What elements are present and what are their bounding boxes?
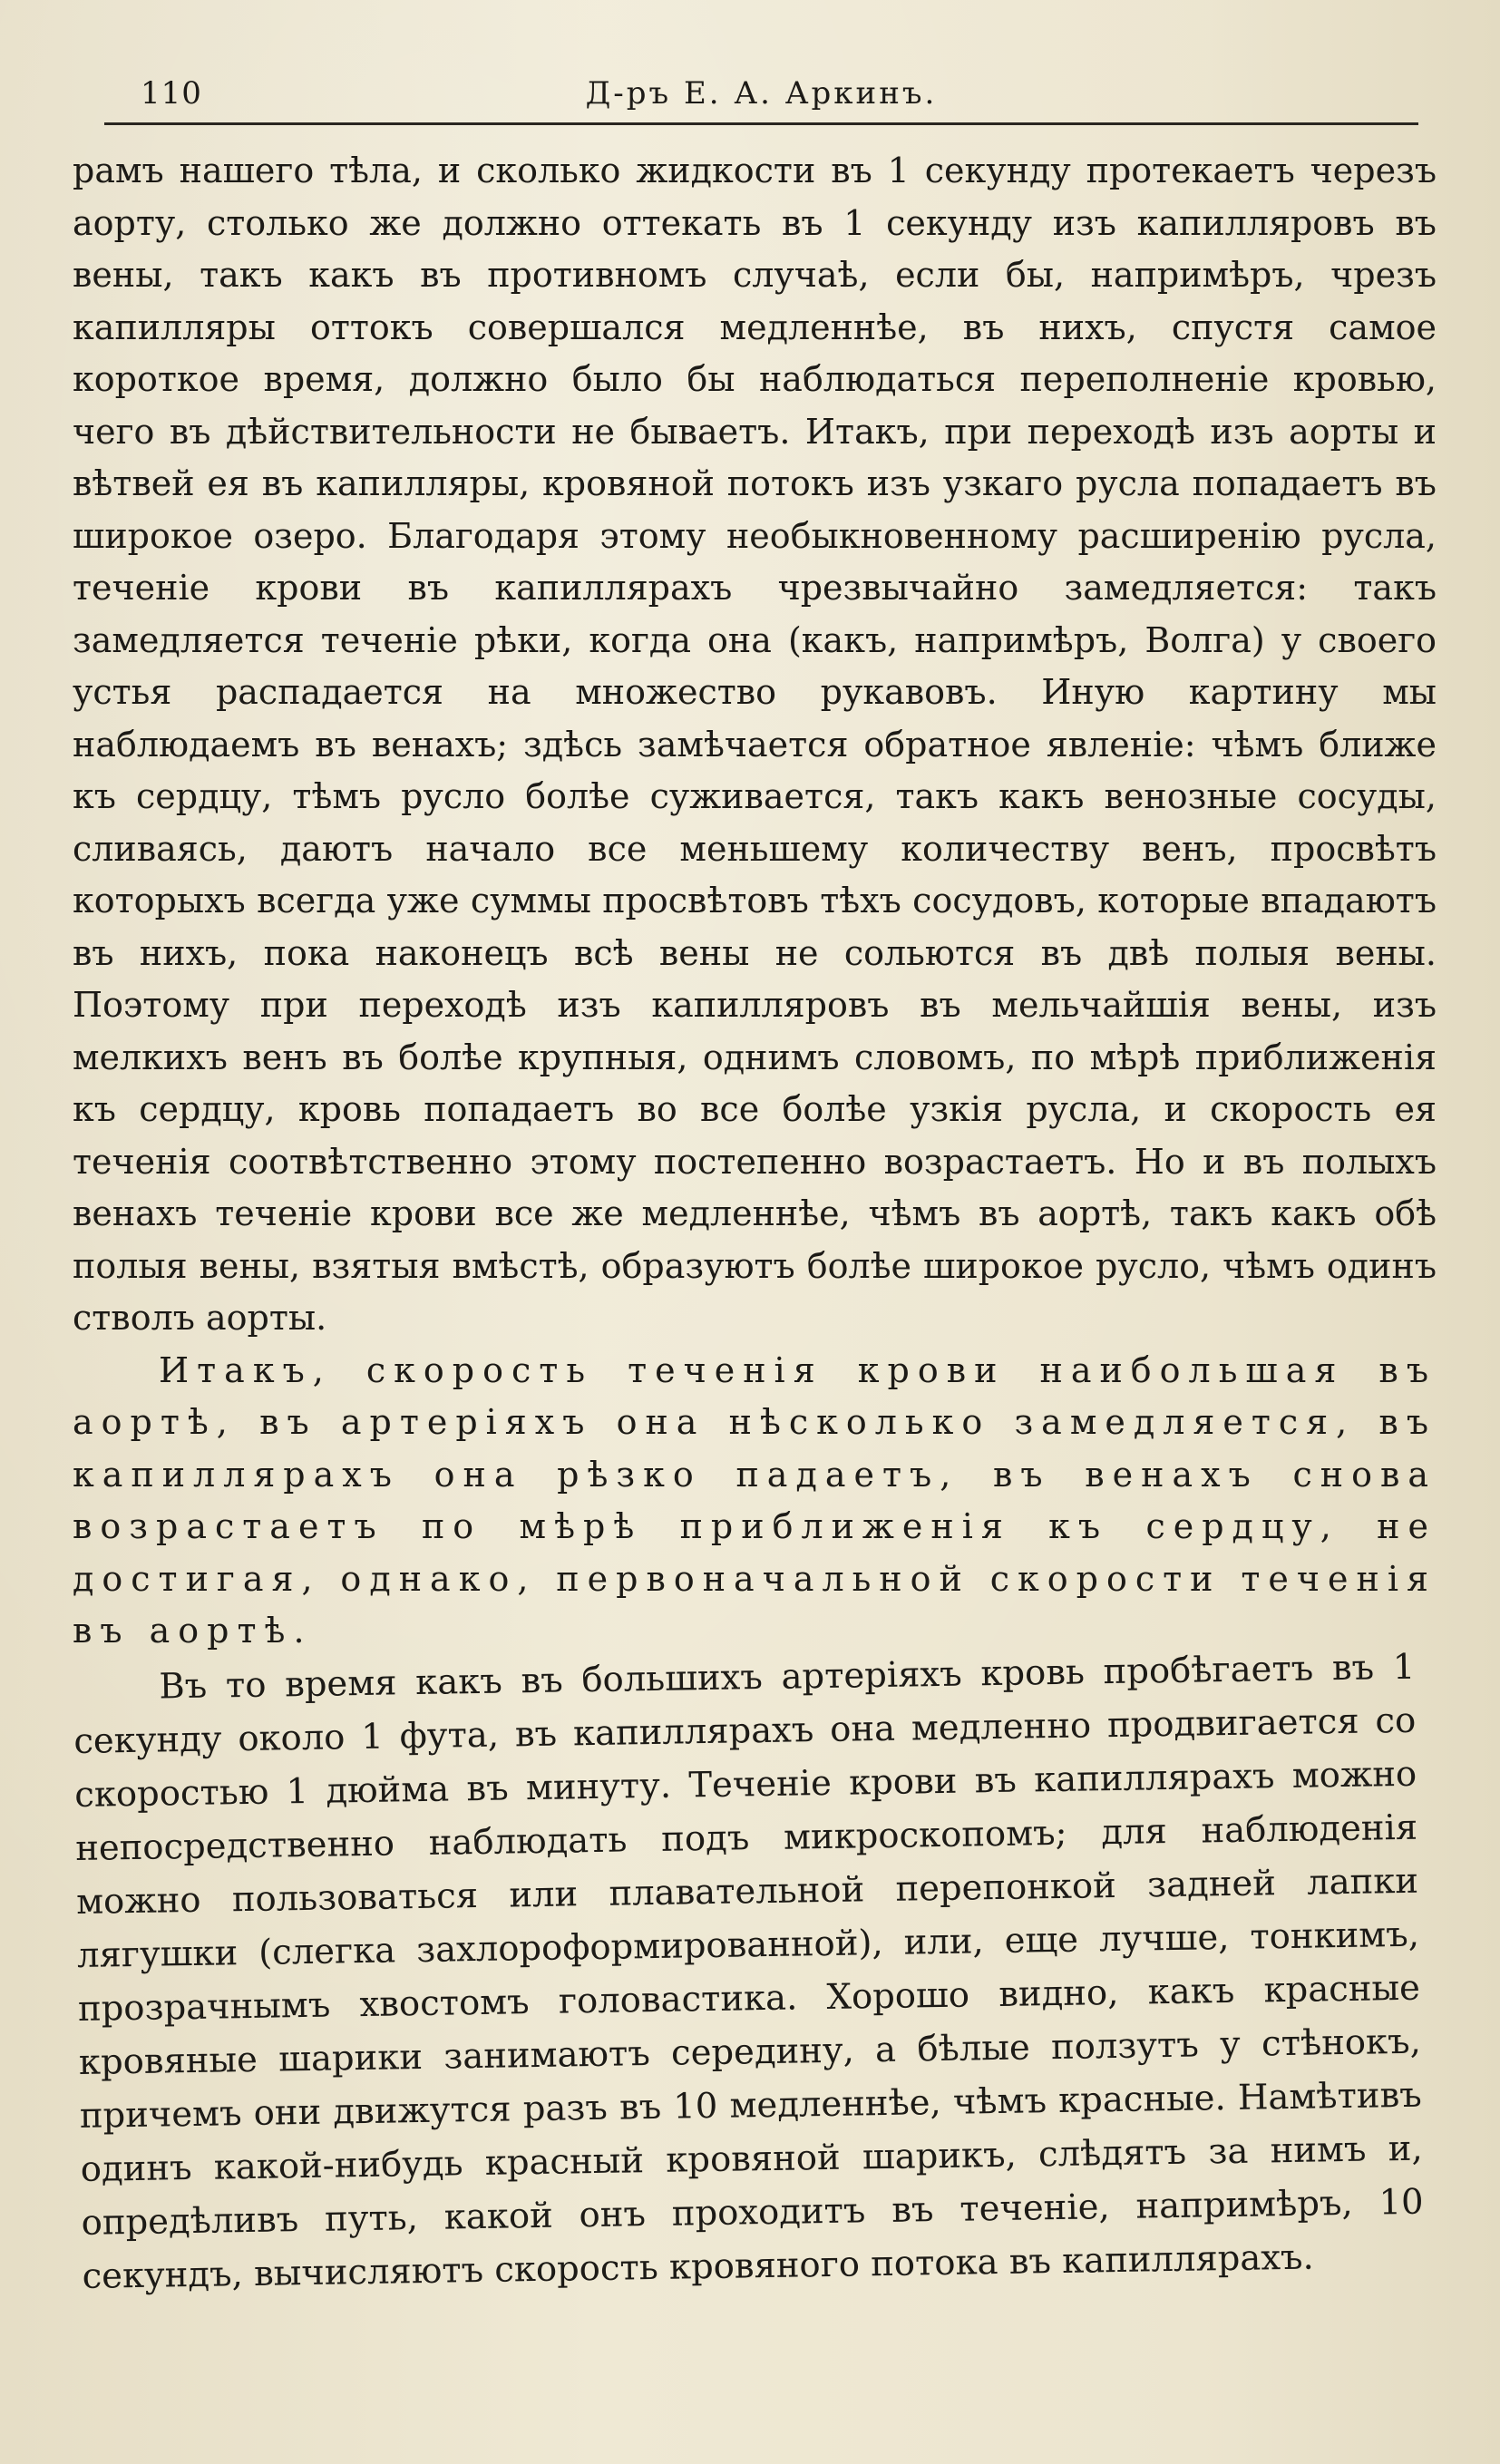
paragraph-3: Въ то время какъ въ большихъ артеріяхъ кровь пробѣгаетъ въ 1 секунду около 1 фута, въ капиллярахъ она медленно продвигается со скоростью 1 дюйма въ минуту. Теченіе крови въ капиллярахъ можно непосредственно наблюдать подъ микроскопомъ; для наблюденія можно пользоваться или плавательной перепонкой задней лапки лягушки (слегка захлороформированной), или, еще лучше, тонкимъ, прозрачнымъ хвостомъ головастика. Хорошо видно, какъ красные кровяные шарики занимаютъ середину, а бѣлые ползутъ у стѣнокъ, причемъ они движутся разъ въ 10 медленнѣе, чѣмъ красные. Намѣтивъ одинъ какой-нибудь красный кровяной шарикъ, слѣдятъ за нимъ и, опредѣливъ путь, какой онъ проходитъ въ теченіе, напримѣръ, 10 секундъ, вычисляютъ скорость кровяного потока въ капиллярахъ. xyxy=(73,1646,1424,2297)
page-number: 110 xyxy=(141,75,202,112)
page-header xyxy=(104,68,1418,125)
paragraph-2-summary: Итакъ, скорость теченія крови наибольшая въ аортѣ, въ артеріяхъ она нѣсколько замедляется, въ капиллярахъ она рѣзко падаетъ, въ венахъ снова возрастаетъ по мѣрѣ приближенія къ сердцу, не достигая, однако, первоначальной скорости теченія въ аортѣ. xyxy=(73,1349,1437,1651)
paragraph-1: рамъ нашего тѣла, и сколько жидкости въ 1 секунду протекаетъ черезъ аорту, столько же должно оттекать въ 1 секунду изъ капилляровъ въ вены, такъ какъ въ противномъ случаѣ, если бы, напримѣръ, чрезъ капилляры оттокъ совершался медленнѣе, въ нихъ, спустя самое короткое время, должно было бы наблюдаться переполненіе кровью, чего въ дѣйствительности не бываетъ. Итакъ, при переходѣ изъ аорты и вѣтвей ея въ капилляры, кровяной потокъ изъ узкаго русла попадаетъ въ широкое озеро. Благодаря этому необыкновенному расширенію русла, теченіе крови въ капиллярахъ чрезвычайно замедляется: такъ замедляется теченіе рѣки, когда она (какъ, напримѣръ, Волга) у своего устья распадается на множество рукавовъ. Иную картину мы наблюдаемъ въ венахъ; здѣсь замѣчается обратное явленіе: чѣмъ ближе къ сердцу, тѣмъ русло болѣе суживается, такъ какъ венозные сосуды, сливаясь, даютъ начало все меньшему количеству венъ, просвѣтъ которыхъ всегда уже суммы просвѣтовъ тѣхъ сосудовъ, которые впадаютъ въ нихъ, пока наконецъ всѣ вены не сольются въ двѣ полыя вены. Поэтому при переходѣ изъ капилляровъ въ мельчайшія вены, изъ мелкихъ венъ въ болѣе крупныя, однимъ словомъ, по мѣрѣ приближенія къ сердцу, кровь попадаетъ во все болѣе узкія русла, и скорость ея теченія соотвѣтственно этому постепенно возрастаетъ. Но и въ полыхъ венахъ теченіе крови все же медленнѣе, чѣмъ въ аортѣ, такъ какъ обѣ полыя вены, взятыя вмѣстѣ, образуютъ болѣе широкое русло, чѣмъ одинъ стволъ аорты. xyxy=(73,151,1437,1338)
body-text xyxy=(73,145,1437,2303)
running-head: Д-ръ Е. А. Аркинъ. xyxy=(585,75,938,112)
